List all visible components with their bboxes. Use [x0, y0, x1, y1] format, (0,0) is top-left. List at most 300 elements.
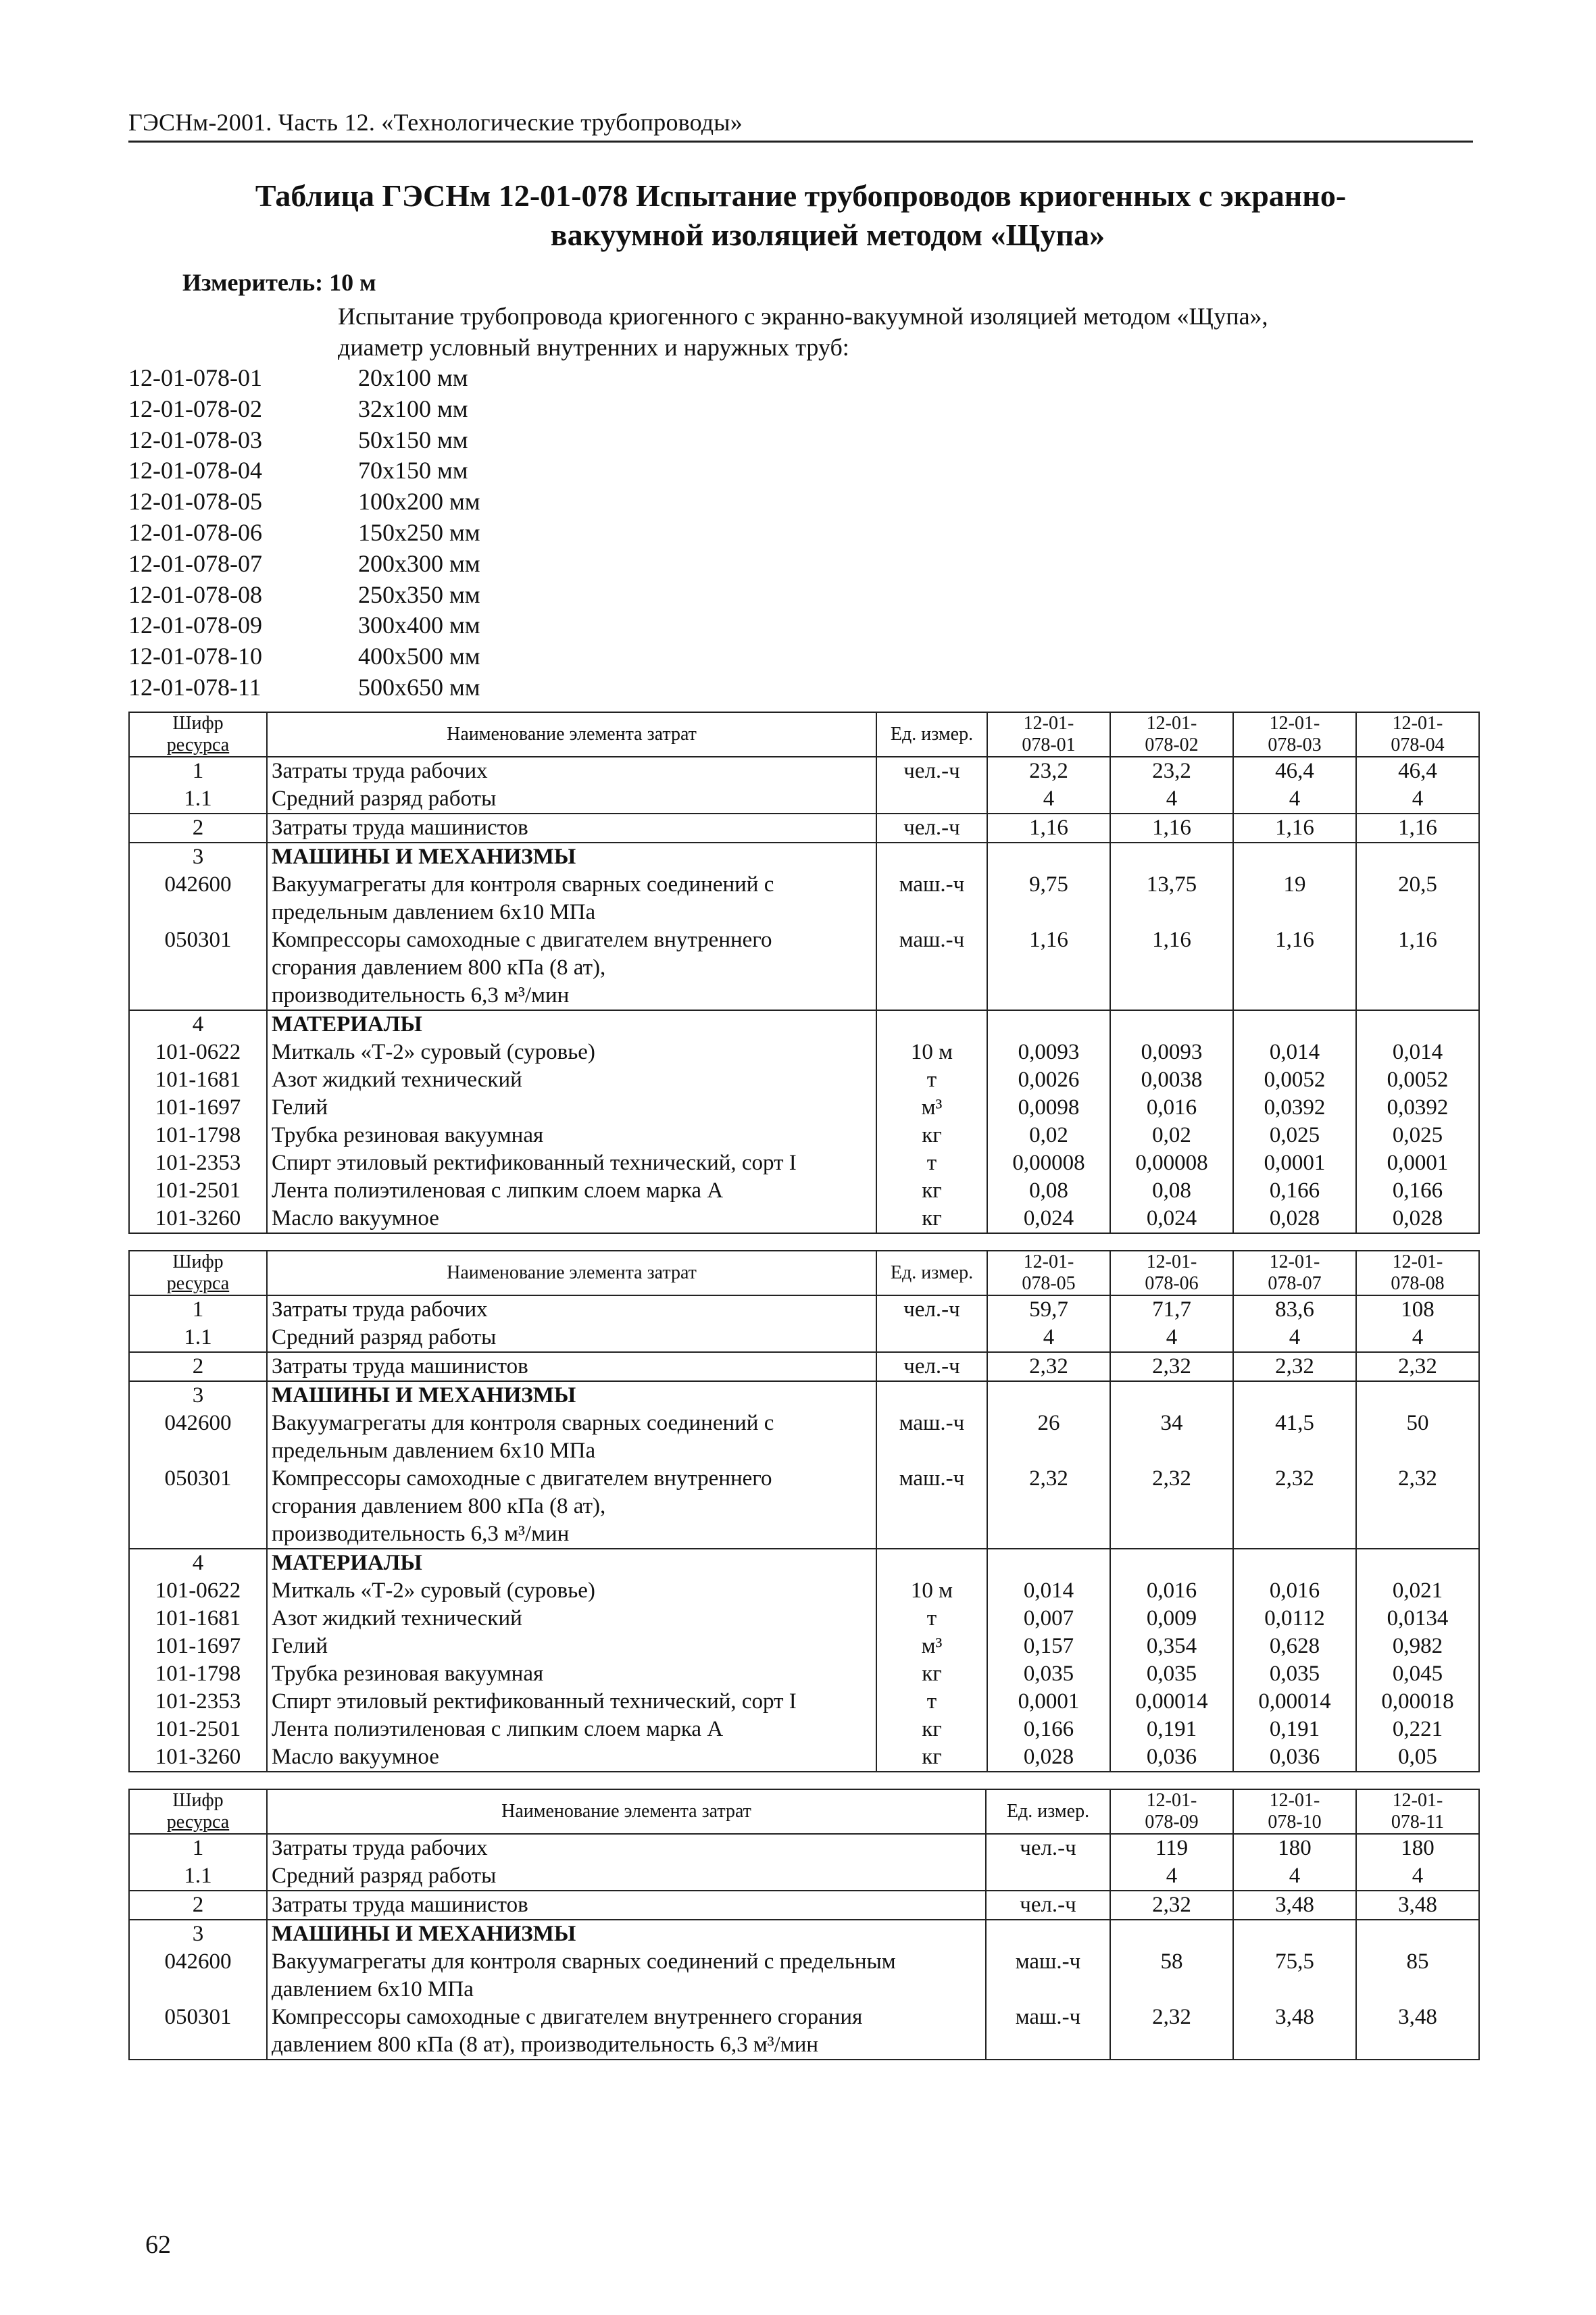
row-value: 0,016: [1110, 1094, 1233, 1122]
table-row: [129, 871, 1479, 926]
row-value: 0,166: [1356, 1177, 1479, 1205]
page-number: 62: [145, 2231, 171, 2259]
section-row: [129, 1381, 1479, 1410]
row-unit: маш.-ч: [876, 1465, 987, 1549]
table-row: [129, 1122, 1479, 1149]
row-code: 2: [129, 1352, 267, 1381]
row-code: 101-3260: [129, 1743, 267, 1772]
row-code: 4: [129, 1010, 267, 1039]
row-value: 0,024: [987, 1205, 1110, 1233]
row-value: 4: [1356, 1862, 1479, 1891]
row-value: 26: [987, 1410, 1110, 1465]
row-unit: маш.-ч: [876, 1410, 987, 1465]
row-value: 0,0392: [1233, 1094, 1356, 1122]
code-item: [128, 455, 1473, 487]
table-header-row: [129, 1789, 1479, 1834]
table-row: [129, 1862, 1479, 1891]
row-value: 0,0112: [1233, 1605, 1356, 1633]
code-desc: 32х100 мм: [358, 395, 468, 422]
header-col: 12-01- 078-06: [1110, 1251, 1233, 1295]
row-code: 1.1: [129, 1324, 267, 1352]
row-value: 3,48: [1233, 2003, 1356, 2060]
table-row: [129, 814, 1479, 843]
row-code: 1: [129, 757, 267, 785]
table-row: [129, 1834, 1479, 1862]
row-name: Масло вакуумное: [267, 1743, 876, 1772]
table-row: [129, 1948, 1479, 2003]
row-unit: [876, 785, 987, 814]
row-value: 0,0038: [1110, 1066, 1233, 1094]
row-value: 1,16: [987, 926, 1110, 1010]
row-name: Затраты труда рабочих: [267, 757, 876, 785]
row-unit: кг: [876, 1122, 987, 1149]
row-unit: [986, 1862, 1110, 1891]
section-title: МАТЕРИАЛЫ: [267, 1010, 876, 1039]
row-value: 0,221: [1356, 1716, 1479, 1743]
table-row: [129, 1205, 1479, 1233]
row-unit: кг: [876, 1205, 987, 1233]
row-value: 0,08: [1110, 1177, 1233, 1205]
table-row: [129, 1352, 1479, 1381]
row-code: 101-1697: [129, 1094, 267, 1122]
row-value: 0,191: [1233, 1716, 1356, 1743]
table-row: [129, 1891, 1479, 1920]
row-value: 0,0026: [987, 1066, 1110, 1094]
table-row: [129, 757, 1479, 785]
row-value: 1,16: [987, 814, 1110, 843]
row-value: 0,166: [987, 1716, 1110, 1743]
row-value: 0,0001: [987, 1688, 1110, 1716]
row-value: 1,16: [1110, 926, 1233, 1010]
row-value: 83,6: [1233, 1295, 1356, 1324]
row-value: 4: [1356, 1324, 1479, 1352]
row-code: 3: [129, 1920, 267, 1948]
row-value: 2,32: [987, 1352, 1110, 1381]
table-row: [129, 785, 1479, 814]
table-row: [129, 1577, 1479, 1605]
row-value: 75,5: [1233, 1948, 1356, 2003]
row-value: 0,0392: [1356, 1094, 1479, 1122]
row-name: Спирт этиловый ректификованный технический, сорт I: [267, 1149, 876, 1177]
header-col: 12-01- 078-09: [1110, 1789, 1233, 1834]
row-value: 1,16: [1233, 926, 1356, 1010]
header-col: 12-01- 078-10: [1233, 1789, 1356, 1834]
table-row: [129, 1688, 1479, 1716]
header-col: 12-01- 078-05: [987, 1251, 1110, 1295]
row-code: 1.1: [129, 1862, 267, 1891]
row-code: 101-1681: [129, 1605, 267, 1633]
row-code: 1: [129, 1834, 267, 1862]
row-unit: т: [876, 1605, 987, 1633]
row-unit: чел.-ч: [876, 1352, 987, 1381]
row-code: 101-2501: [129, 1177, 267, 1205]
row-name: Компрессоры самоходные с двигателем внутреннего сгорания давлением 800 кПа (8 ат), производительность 6,3 м³/мин: [267, 926, 876, 1010]
table-row: [129, 1177, 1479, 1205]
code-desc: 70х150 мм: [358, 457, 468, 484]
row-name: Масло вакуумное: [267, 1205, 876, 1233]
row-name: Вакуумагрегаты для контроля сварных соединений с предельным давлением 6х10 МПа: [267, 1948, 986, 2003]
table-row: [129, 1039, 1479, 1066]
row-code: 1.1: [129, 785, 267, 814]
row-value: 0,036: [1233, 1743, 1356, 1772]
row-value: 3,48: [1233, 1891, 1356, 1920]
row-code: 101-2353: [129, 1688, 267, 1716]
row-value: 0,0052: [1356, 1066, 1479, 1094]
row-unit: маш.-ч: [876, 926, 987, 1010]
code-list: [128, 363, 1473, 703]
code-item: [128, 518, 1473, 549]
section-row: [129, 1549, 1479, 1577]
row-value: 1,16: [1233, 814, 1356, 843]
section-title: МАШИНЫ И МЕХАНИЗМЫ: [267, 1381, 876, 1410]
row-name: Гелий: [267, 1094, 876, 1122]
code-id: 12-01-078-11: [128, 673, 261, 701]
header-col: 12-01- 078-01: [987, 712, 1110, 757]
row-value: 4: [987, 785, 1110, 814]
header-col: 12-01- 078-04: [1356, 712, 1479, 757]
row-code: 4: [129, 1549, 267, 1577]
table-row: [129, 1094, 1479, 1122]
row-value: 0,021: [1356, 1577, 1479, 1605]
row-name: Компрессоры самоходные с двигателем внутреннего сгорания давлением 800 кПа (8 ат), производительность 6,3 м³/мин: [267, 1465, 876, 1549]
row-value: 2,32: [1233, 1465, 1356, 1549]
row-code: 101-2501: [129, 1716, 267, 1743]
row-value: 0,007: [987, 1605, 1110, 1633]
row-value: 1,16: [1356, 814, 1479, 843]
header-unit: Ед. измер.: [876, 1251, 987, 1295]
row-value: 3,48: [1356, 1891, 1479, 1920]
table-row: [129, 1066, 1479, 1094]
code-id: 12-01-078-02: [128, 395, 262, 422]
row-name: Лента полиэтиленовая с липким слоем марка А: [267, 1177, 876, 1205]
row-name: Средний разряд работы: [267, 785, 876, 814]
row-name: Затраты труда машинистов: [267, 1891, 986, 1920]
code-id: 12-01-078-07: [128, 549, 262, 577]
table-row: [129, 1410, 1479, 1465]
row-value: 0,00008: [987, 1149, 1110, 1177]
row-value: 20,5: [1356, 871, 1479, 926]
header-code: Шифр ресурса: [129, 712, 267, 757]
row-value: 4: [1233, 1324, 1356, 1352]
row-value: 0,016: [1110, 1577, 1233, 1605]
intro-line-1: Испытание трубопровода криогенного с экранно-вакуумной изоляцией методом «Щупа»,: [338, 303, 1268, 330]
row-code: 1: [129, 1295, 267, 1324]
section-title: МАТЕРИАЛЫ: [267, 1549, 876, 1577]
table-row: [129, 1633, 1479, 1660]
row-value: 0,035: [1110, 1660, 1233, 1688]
row-value: 0,036: [1110, 1743, 1233, 1772]
table-row: [129, 1324, 1479, 1352]
header-col: 12-01- 078-02: [1110, 712, 1233, 757]
row-code: 042600: [129, 1410, 267, 1465]
row-value: 0,025: [1356, 1122, 1479, 1149]
row-name: Трубка резиновая вакуумная: [267, 1122, 876, 1149]
table-header-row: [129, 712, 1479, 757]
row-value: 0,035: [987, 1660, 1110, 1688]
code-id: 12-01-078-05: [128, 488, 262, 516]
code-id: 12-01-078-09: [128, 612, 262, 639]
row-name: Вакуумагрегаты для контроля сварных соединений с предельным давлением 6х10 МПа: [267, 871, 876, 926]
row-value: 2,32: [987, 1465, 1110, 1549]
row-value: 0,354: [1110, 1633, 1233, 1660]
row-value: 46,4: [1233, 757, 1356, 785]
title-line-2: вакуумной изоляцией методом «Щупа»: [550, 218, 1105, 252]
header-name: Наименование элемента затрат: [267, 1251, 876, 1295]
code-item: [128, 394, 1473, 425]
row-code: 3: [129, 1381, 267, 1410]
table-header-row: [129, 1251, 1479, 1295]
row-value: 0,0001: [1233, 1149, 1356, 1177]
code-desc: 300х400 мм: [358, 612, 480, 639]
row-value: 2,32: [1110, 1465, 1233, 1549]
header-code: Шифр ресурса: [129, 1251, 267, 1295]
row-unit: м³: [876, 1094, 987, 1122]
code-id: 12-01-078-06: [128, 518, 262, 546]
row-unit: чел.-ч: [876, 814, 987, 843]
row-code: 101-1798: [129, 1122, 267, 1149]
code-desc: 200х300 мм: [358, 549, 480, 577]
row-value: 0,0001: [1356, 1149, 1479, 1177]
row-value: 0,028: [1356, 1205, 1479, 1233]
code-desc: 150х250 мм: [358, 518, 480, 546]
section-title: МАШИНЫ И МЕХАНИЗМЫ: [267, 1920, 986, 1948]
row-value: 13,75: [1110, 871, 1233, 926]
row-name: Вакуумагрегаты для контроля сварных соединений с предельным давлением 6х10 МПа: [267, 1410, 876, 1465]
row-value: 19: [1233, 871, 1356, 926]
row-value: 4: [1233, 1862, 1356, 1891]
row-value: 50: [1356, 1410, 1479, 1465]
code-id: 12-01-078-08: [128, 580, 262, 608]
code-item: [128, 363, 1473, 394]
row-name: Затраты труда машинистов: [267, 1352, 876, 1381]
row-value: 1,16: [1356, 926, 1479, 1010]
code-desc: 250х350 мм: [358, 580, 480, 608]
row-value: 0,02: [1110, 1122, 1233, 1149]
row-value: 0,00014: [1233, 1688, 1356, 1716]
row-unit: [876, 1324, 987, 1352]
row-value: 59,7: [987, 1295, 1110, 1324]
code-item: [128, 487, 1473, 518]
table-row: [129, 1660, 1479, 1688]
section-row: [129, 1920, 1479, 1948]
norms-table-3: [128, 1789, 1480, 2060]
row-name: Средний разряд работы: [267, 1862, 986, 1891]
row-value: 0,0134: [1356, 1605, 1479, 1633]
row-name: Миткаль «Т-2» суровый (суровье): [267, 1039, 876, 1066]
row-name: Компрессоры самоходные с двигателем внутреннего сгорания давлением 800 кПа (8 ат), производительность 6,3 м³/мин: [267, 2003, 986, 2060]
table-row: [129, 1149, 1479, 1177]
row-name: Средний разряд работы: [267, 1324, 876, 1352]
row-value: 180: [1356, 1834, 1479, 1862]
row-value: 2,32: [1356, 1352, 1479, 1381]
row-value: 4: [1110, 785, 1233, 814]
row-value: 0,00014: [1110, 1688, 1233, 1716]
row-value: 0,08: [987, 1177, 1110, 1205]
row-unit: кг: [876, 1660, 987, 1688]
row-value: 34: [1110, 1410, 1233, 1465]
row-unit: чел.-ч: [876, 757, 987, 785]
row-value: 2,32: [1356, 1465, 1479, 1549]
row-unit: 10 м: [876, 1577, 987, 1605]
row-unit: кг: [876, 1743, 987, 1772]
norms-table-2: [128, 1250, 1480, 1772]
row-value: 41,5: [1233, 1410, 1356, 1465]
header-name: Наименование элемента затрат: [267, 1789, 986, 1834]
row-value: 2,32: [1110, 1352, 1233, 1381]
row-unit: т: [876, 1688, 987, 1716]
row-value: 4: [1110, 1862, 1233, 1891]
table-row: [129, 926, 1479, 1010]
table-row: [129, 1295, 1479, 1324]
row-unit: т: [876, 1066, 987, 1094]
row-value: 0,025: [1233, 1122, 1356, 1149]
table-title: [128, 176, 1473, 255]
row-name: Затраты труда машинистов: [267, 814, 876, 843]
code-desc: 400х500 мм: [358, 643, 480, 670]
title-line-1: Таблица ГЭСНм 12-01-078 Испытание трубопроводов криогенных с экранно-: [255, 178, 1347, 213]
row-value: 0,166: [1233, 1177, 1356, 1205]
code-item: [128, 641, 1473, 672]
header-col: 12-01- 078-08: [1356, 1251, 1479, 1295]
row-code: 3: [129, 843, 267, 871]
row-name: Лента полиэтиленовая с липким слоем марка А: [267, 1716, 876, 1743]
row-code: 050301: [129, 2003, 267, 2060]
row-unit: маш.-ч: [986, 1948, 1110, 2003]
table-row: [129, 1716, 1479, 1743]
code-item: [128, 580, 1473, 611]
row-code: 101-3260: [129, 1205, 267, 1233]
row-value: 0,035: [1233, 1660, 1356, 1688]
row-name: Затраты труда рабочих: [267, 1834, 986, 1862]
row-unit: чел.-ч: [986, 1834, 1110, 1862]
row-value: 3,48: [1356, 2003, 1479, 2060]
row-value: 58: [1110, 1948, 1233, 2003]
header-code: Шифр ресурса: [129, 1789, 267, 1834]
row-value: 0,02: [987, 1122, 1110, 1149]
row-value: 0,016: [1233, 1577, 1356, 1605]
row-code: 101-1697: [129, 1633, 267, 1660]
row-code: 2: [129, 814, 267, 843]
row-code: 101-1681: [129, 1066, 267, 1094]
row-value: 0,0052: [1233, 1066, 1356, 1094]
section-row: [129, 843, 1479, 871]
row-unit: маш.-ч: [876, 871, 987, 926]
row-unit: 10 м: [876, 1039, 987, 1066]
row-value: 71,7: [1110, 1295, 1233, 1324]
row-value: 108: [1356, 1295, 1479, 1324]
row-unit: чел.-ч: [876, 1295, 987, 1324]
row-code: 101-0622: [129, 1577, 267, 1605]
table-row: [129, 2003, 1479, 2060]
header-col: 12-01- 078-11: [1356, 1789, 1479, 1834]
code-id: 12-01-078-03: [128, 426, 262, 453]
header-unit: Ед. измер.: [876, 712, 987, 757]
header-col: 12-01- 078-03: [1233, 712, 1356, 757]
row-value: 23,2: [1110, 757, 1233, 785]
meter: [128, 268, 1473, 297]
table-row: [129, 1465, 1479, 1549]
row-code: 101-2353: [129, 1149, 267, 1177]
row-code: 2: [129, 1891, 267, 1920]
code-desc: 100х200 мм: [358, 488, 480, 516]
row-value: 0,028: [1233, 1205, 1356, 1233]
row-value: 4: [1233, 785, 1356, 814]
row-value: 9,75: [987, 871, 1110, 926]
row-code: 050301: [129, 926, 267, 1010]
row-value: 0,014: [1356, 1039, 1479, 1066]
row-value: 0,009: [1110, 1605, 1233, 1633]
row-value: 0,0093: [987, 1039, 1110, 1066]
row-value: 0,00008: [1110, 1149, 1233, 1177]
row-value: 0,045: [1356, 1660, 1479, 1688]
table-row: [129, 1605, 1479, 1633]
row-value: 180: [1233, 1834, 1356, 1862]
header-name: Наименование элемента затрат: [267, 712, 876, 757]
row-value: 0,014: [987, 1577, 1110, 1605]
row-value: 0,05: [1356, 1743, 1479, 1772]
row-unit: маш.-ч: [986, 2003, 1110, 2060]
section-title: МАШИНЫ И МЕХАНИЗМЫ: [267, 843, 876, 871]
row-code: 101-1798: [129, 1660, 267, 1688]
row-name: Гелий: [267, 1633, 876, 1660]
code-desc: 20х100 мм: [358, 364, 468, 391]
row-name: Затраты труда рабочих: [267, 1295, 876, 1324]
row-name: Азот жидкий технический: [267, 1066, 876, 1094]
code-id: 12-01-078-10: [128, 643, 262, 670]
norms-table-1: [128, 712, 1480, 1234]
code-id: 12-01-078-04: [128, 457, 262, 484]
row-value: 0,0098: [987, 1094, 1110, 1122]
row-name: Миткаль «Т-2» суровый (суровье): [267, 1577, 876, 1605]
document-page: [128, 108, 1473, 2060]
code-item: [128, 425, 1473, 456]
row-unit: м³: [876, 1633, 987, 1660]
row-value: 119: [1110, 1834, 1233, 1862]
row-value: 2,32: [1233, 1352, 1356, 1381]
row-unit: кг: [876, 1177, 987, 1205]
intro-line-2: диаметр условный внутренних и наружных труб:: [338, 334, 849, 361]
header-unit: Ед. измер.: [986, 1789, 1110, 1834]
row-value: 0,0093: [1110, 1039, 1233, 1066]
code-item: [128, 610, 1473, 641]
table-row: [129, 1743, 1479, 1772]
code-desc: 500х650 мм: [358, 673, 480, 701]
code-item: [128, 672, 1473, 703]
row-unit: кг: [876, 1716, 987, 1743]
row-value: 0,628: [1233, 1633, 1356, 1660]
row-unit: т: [876, 1149, 987, 1177]
row-value: 2,32: [1110, 2003, 1233, 2060]
row-name: Азот жидкий технический: [267, 1605, 876, 1633]
row-value: 0,014: [1233, 1039, 1356, 1066]
section-row: [129, 1010, 1479, 1039]
row-value: 0,982: [1356, 1633, 1479, 1660]
row-value: 0,024: [1110, 1205, 1233, 1233]
row-code: 050301: [129, 1465, 267, 1549]
row-value: 0,157: [987, 1633, 1110, 1660]
row-value: 4: [1356, 785, 1479, 814]
running-header: ГЭСНм-2001. Часть 12. «Технологические трубопроводы»: [128, 108, 1473, 143]
row-value: 0,028: [987, 1743, 1110, 1772]
row-code: 042600: [129, 1948, 267, 2003]
row-value: 0,00018: [1356, 1688, 1479, 1716]
code-item: [128, 549, 1473, 580]
header-col: 12-01- 078-07: [1233, 1251, 1356, 1295]
row-name: Спирт этиловый ректификованный технический, сорт I: [267, 1688, 876, 1716]
row-value: 4: [1110, 1324, 1233, 1352]
row-value: 2,32: [1110, 1891, 1233, 1920]
meter-label: Измеритель: 10 м: [182, 269, 376, 296]
